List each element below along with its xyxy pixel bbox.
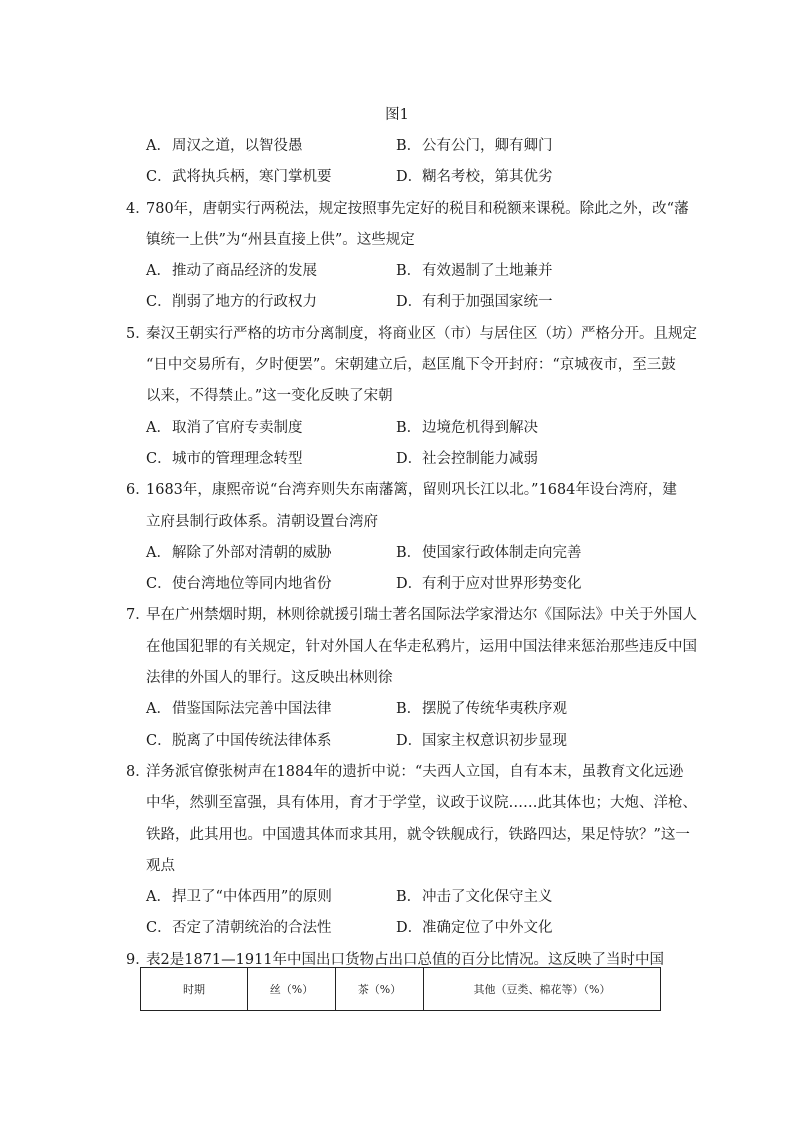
question-stem-line bbox=[126, 475, 677, 506]
header-tea: 茶（%） bbox=[336, 968, 424, 1011]
question-stem-text: 在他国犯罪的有关规定，针对外国人在华走私鸦片，运用中国法律来惩治那些违反中国 bbox=[146, 638, 697, 655]
question-stem-line bbox=[126, 194, 689, 225]
option-letter: A． bbox=[146, 263, 171, 280]
question-item bbox=[126, 757, 697, 945]
answer-option[interactable] bbox=[396, 913, 646, 944]
option-row bbox=[126, 913, 666, 944]
option-letter: D． bbox=[396, 169, 423, 186]
answer-option[interactable] bbox=[146, 444, 396, 475]
question-stem-text: 早在广州禁烟时期，林则徐就援引瑞士著名国际法学家滑达尔《国际法》中关于外国人 bbox=[146, 607, 697, 624]
option-letter: C． bbox=[146, 169, 172, 186]
question-indent bbox=[126, 350, 146, 381]
option-letter: B． bbox=[396, 263, 422, 280]
question-number: 9． bbox=[126, 951, 150, 968]
answer-option[interactable] bbox=[396, 131, 646, 162]
question-stem-line bbox=[126, 663, 666, 694]
option-letter: C． bbox=[146, 294, 172, 311]
answer-option[interactable] bbox=[146, 256, 396, 287]
answer-option[interactable] bbox=[396, 694, 646, 725]
question-stem-line bbox=[126, 757, 684, 788]
question-item bbox=[126, 600, 697, 756]
header-other: 其他（豆类、棉花等）（%） bbox=[424, 968, 661, 1011]
answer-option[interactable] bbox=[146, 413, 396, 444]
question-number: 7． bbox=[126, 607, 150, 624]
header-period: 时期 bbox=[141, 968, 248, 1011]
question-stem-text: 铁路，此其用也。中国遗其体而求其用，就令铁舰成行，铁路四达，果足恃欤？”这一 bbox=[146, 826, 690, 843]
option-row bbox=[126, 444, 666, 475]
option-text: 社会控制能力减弱 bbox=[422, 450, 538, 467]
answer-option[interactable] bbox=[396, 287, 646, 318]
question-stem-text: 镇统一上供”为“州县直接上供”。这些规定 bbox=[146, 231, 415, 248]
question-stem-line bbox=[126, 381, 666, 412]
question-stem-text: 法律的外国人的罪行。这反映出林则徐 bbox=[146, 670, 393, 687]
answer-option[interactable] bbox=[396, 444, 646, 475]
answer-option[interactable] bbox=[146, 287, 396, 318]
option-row bbox=[126, 131, 666, 162]
question-list bbox=[126, 131, 697, 976]
question-item bbox=[126, 319, 697, 475]
question-stem-text: 1683年，康熙帝说“台湾弃则失东南藩篱，留则巩长江以北。”1684年设台湾府，建 bbox=[146, 482, 677, 499]
question-stem-line bbox=[126, 632, 697, 663]
question-stem-text: 洋务派官僚张树声在1884年的遗折中说：“夫西人立国，自有本末，虽教育文化远逊 bbox=[146, 763, 684, 780]
option-letter: D． bbox=[396, 576, 423, 593]
answer-option[interactable] bbox=[396, 538, 646, 569]
option-text: 有效遏制了土地兼并 bbox=[422, 263, 553, 280]
option-letter: C． bbox=[146, 732, 172, 749]
option-row bbox=[126, 694, 666, 725]
question-indent bbox=[126, 663, 146, 694]
question-stem-line bbox=[126, 600, 697, 631]
answer-option[interactable] bbox=[146, 726, 396, 757]
option-text: 国家主权意识初步显现 bbox=[422, 732, 567, 749]
option-text: 借鉴国际法完善中国法律 bbox=[172, 701, 332, 718]
question-number: 5． bbox=[126, 325, 150, 342]
option-row bbox=[126, 569, 666, 600]
option-letter: A． bbox=[146, 701, 171, 718]
option-text: 有利于加强国家统一 bbox=[422, 294, 553, 311]
option-letter: D． bbox=[396, 294, 423, 311]
question-stem-line bbox=[126, 788, 697, 819]
option-letter: A． bbox=[146, 544, 171, 561]
question-indent bbox=[126, 851, 146, 882]
answer-option[interactable] bbox=[146, 131, 396, 162]
option-text: 冲击了文化保守主义 bbox=[422, 889, 553, 906]
option-letter: B． bbox=[396, 701, 422, 718]
answer-option[interactable] bbox=[396, 726, 646, 757]
option-text: 准确定位了中外文化 bbox=[422, 920, 553, 937]
question-indent bbox=[126, 788, 146, 819]
option-text: 削弱了地方的行政权力 bbox=[172, 294, 317, 311]
option-row bbox=[126, 413, 666, 444]
option-row bbox=[126, 162, 666, 193]
option-letter: A． bbox=[146, 419, 171, 436]
option-row bbox=[126, 538, 666, 569]
answer-option[interactable] bbox=[146, 162, 396, 193]
answer-option[interactable] bbox=[146, 694, 396, 725]
question-item bbox=[126, 131, 666, 194]
option-text: 使国家行政体制走向完善 bbox=[422, 544, 582, 561]
option-row bbox=[126, 256, 666, 287]
option-text: 有利于应对世界形势变化 bbox=[422, 576, 582, 593]
export-share-table bbox=[140, 967, 661, 1011]
answer-option[interactable] bbox=[146, 882, 396, 913]
option-letter: A． bbox=[146, 889, 171, 906]
question-item bbox=[126, 475, 677, 600]
option-row bbox=[126, 726, 666, 757]
table-header-row bbox=[141, 968, 661, 1011]
question-indent bbox=[126, 820, 146, 851]
option-text: 城市的管理理念转型 bbox=[172, 450, 303, 467]
question-stem-line bbox=[126, 507, 666, 538]
question-number: 8． bbox=[126, 763, 150, 780]
option-text: 脱离了中国传统法律体系 bbox=[172, 732, 332, 749]
option-letter: D． bbox=[396, 450, 423, 467]
option-text: 推动了商品经济的发展 bbox=[172, 263, 317, 280]
option-letter: B． bbox=[396, 889, 422, 906]
option-text: 边境危机得到解决 bbox=[422, 419, 538, 436]
option-text: 糊名考校，第其优劣 bbox=[422, 169, 553, 186]
question-stem-text: 表2是1871—1911年中国出口货物占出口总值的百分比情况。这反映了当时中国 bbox=[146, 951, 665, 968]
header-silk: 丝（%） bbox=[248, 968, 336, 1011]
option-letter: B． bbox=[396, 544, 422, 561]
question-indent bbox=[126, 632, 146, 663]
question-stem-text: 秦汉王朝实行严格的坊市分离制度，将商业区（市）与居住区（坊）严格分开。且规定 bbox=[146, 325, 697, 342]
option-text: 否定了清朝统治的合法性 bbox=[172, 920, 332, 937]
option-letter: B． bbox=[396, 138, 422, 154]
answer-option[interactable] bbox=[396, 162, 646, 193]
option-row bbox=[126, 287, 666, 318]
figure-caption: 图1 bbox=[385, 107, 409, 123]
option-text: 武将执兵柄，寒门掌机要 bbox=[172, 169, 332, 186]
question-stem-line bbox=[126, 350, 676, 381]
question-stem-text: 中华，然驯至富强，具有体用，育才于学堂，议政于议院……此其体也；大炮、洋枪、 bbox=[146, 795, 697, 812]
option-text: 解除了外部对清朝的威胁 bbox=[172, 544, 332, 561]
question-number: 4． bbox=[126, 200, 150, 217]
option-row bbox=[126, 882, 666, 913]
answer-option[interactable] bbox=[146, 913, 396, 944]
question-stem-text: “日中交易所有，夕时便罢”。宋朝建立后，赵匡胤下令开封府：“京城夜市，至三鼓 bbox=[146, 357, 676, 374]
table-2 bbox=[140, 967, 661, 1011]
option-text: 周汉之道，以智役愚 bbox=[172, 138, 303, 154]
option-letter: A． bbox=[146, 138, 171, 154]
option-text: 使台湾地位等同内地省份 bbox=[172, 576, 332, 593]
question-indent bbox=[126, 225, 146, 256]
option-letter: C． bbox=[146, 576, 172, 593]
option-text: 捍卫了“中体西用”的原则 bbox=[172, 889, 332, 906]
option-letter: D． bbox=[396, 732, 423, 749]
answer-option[interactable] bbox=[396, 256, 646, 287]
answer-option[interactable] bbox=[146, 538, 396, 569]
question-stem-line bbox=[126, 225, 666, 256]
answer-option[interactable] bbox=[396, 569, 646, 600]
option-text: 公有公门，卿有卿门 bbox=[422, 138, 553, 154]
answer-option[interactable] bbox=[396, 413, 646, 444]
option-letter: D． bbox=[396, 920, 423, 937]
question-stem-line bbox=[126, 851, 666, 882]
option-letter: C． bbox=[146, 450, 172, 467]
question-item bbox=[126, 194, 689, 319]
option-text: 取消了官府专卖制度 bbox=[172, 419, 303, 436]
question-number: 6． bbox=[126, 482, 150, 499]
question-stem-line bbox=[126, 319, 697, 350]
question-indent bbox=[126, 507, 146, 538]
option-letter: B． bbox=[396, 419, 422, 436]
answer-option[interactable] bbox=[396, 882, 646, 913]
question-indent bbox=[126, 381, 146, 412]
question-stem-line bbox=[126, 820, 690, 851]
option-letter: C． bbox=[146, 920, 172, 937]
question-stem-text: 立府县制行政体系。清朝设置台湾府 bbox=[146, 513, 378, 530]
question-stem-text: 观点 bbox=[146, 857, 175, 874]
option-text: 摆脱了传统华夷秩序观 bbox=[422, 701, 567, 718]
question-stem-text: 780年，唐朝实行两税法，规定按照事先定好的税目和税额来课税。除此之外，改“藩 bbox=[146, 200, 689, 217]
question-stem-text: 以来，不得禁止。”这一变化反映了宋朝 bbox=[146, 388, 393, 405]
answer-option[interactable] bbox=[146, 569, 396, 600]
